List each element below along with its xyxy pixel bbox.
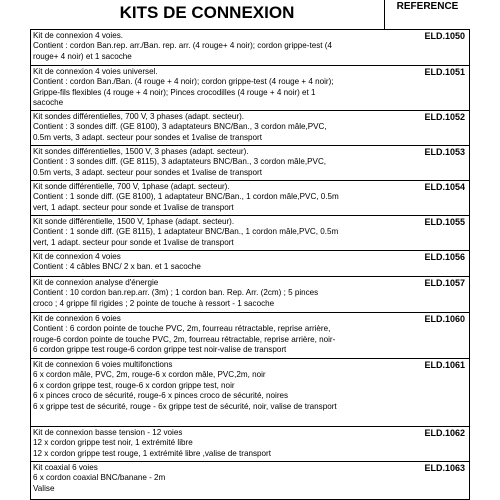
description-line: Kit de connexion 4 voies. [33, 31, 123, 40]
description-line: Kit de connexion analyse d'énergie [33, 278, 159, 287]
kit-description [33, 360, 385, 422]
description-line: Kit sondes différentielles, 700 V, 3 phases (adapt. secteur). [33, 112, 245, 121]
description-line: Contient : 1 sonde diff. (GE 8100), 1 adaptateur BNC/Ban., 1 cordon mâle,PVC, 0.5m [33, 192, 339, 202]
description-line: Kit de connexion 6 voies multifonctions [33, 360, 173, 369]
kit-description [33, 217, 385, 248]
description-line: Contient : 1 sonde diff. (GE 8115), 1 adaptateur BNC/Ban., 1 cordon mâle,PVC, 0.5m [33, 227, 339, 237]
description-line: 6 x cordon coaxial BNC/banane - 2m [33, 473, 166, 483]
description-line: Kit sondes différentielles, 1500 V, 3 phases (adapt. secteur). [33, 147, 249, 156]
description-line: 0.5m verts, 3 adapt. secteur pour sondes et 1valise de transport [33, 132, 263, 142]
reference-header: REFERENCE [396, 1, 459, 12]
kit-description [33, 112, 385, 143]
kit-reference: ELD.1055 [424, 217, 465, 227]
kit-description [33, 252, 385, 273]
kit-description [33, 182, 385, 213]
description-line: 6 x pinces croco de sécurité, rouge-6 x pinces croco de sécurité, noires [33, 391, 289, 401]
kit-reference: ELD.1060 [424, 314, 465, 324]
kit-description [33, 428, 385, 459]
description-line: 12 x cordon grippe test noir, 1 extrémité libre [33, 438, 193, 448]
description-line: Contient : 3 sondes diff. (GE 8115), 3 adaptateurs BNC/Ban., 3 cordon mâle,PVC, [33, 157, 327, 167]
table-row [30, 66, 470, 111]
description-line: Kit coaxial 6 voies [33, 463, 98, 472]
description-line: Kit de connexion basse tension - 12 voies [33, 428, 183, 437]
table-row [30, 427, 470, 462]
table-row [30, 359, 470, 427]
kit-reference: ELD.1053 [424, 147, 465, 157]
table-row [30, 313, 470, 359]
kit-reference: ELD.1051 [424, 67, 465, 77]
description-line: Kit de connexion 6 voies [33, 314, 121, 323]
kit-description [33, 314, 385, 356]
description-line: Grippe-fils flexibles (4 rouge + 4 noir); Pinces crocodilles (4 rouge + 4 noir) et 1 [33, 87, 316, 97]
description-line: Contient : 10 cordon ban.rep.arr. (3m) ; 1 cordon ban. Rep. Arr. (2cm) ; 5 pinces [33, 288, 319, 298]
description-line: 6 x cordon grippe test, rouge-6 x cordon grippe test, noir [33, 380, 235, 390]
sheet-title: KITS DE CONNEXION [30, 0, 385, 29]
kit-reference: ELD.1054 [424, 182, 465, 192]
description-line: 12 x cordon grippe test rouge, 1 extrémité libre ,valise de transport [33, 448, 271, 458]
table-row [30, 146, 470, 181]
description-line: 0.5m verts, 3 adapt. secteur pour sondes et 1valise de transport [33, 167, 263, 177]
description-line [33, 412, 385, 422]
kit-reference: ELD.1063 [424, 463, 465, 473]
table-row [30, 277, 470, 313]
table-row [30, 181, 470, 216]
description-line: Contient : cordon Ban./Ban. (4 rouge + 4 noir); cordon grippe-test (4 rouge + 4 noir); [33, 77, 334, 87]
description-line: Valise [33, 483, 55, 493]
description-line: rouge-6 cordon pointe de touche PVC, 2m, fourreau rétractable, reprise arrière, noir- [33, 334, 336, 344]
table-row [30, 29, 470, 66]
description-line: 6 cordon grippe test rouge-6 cordon grippe test noir-valise de transport [33, 345, 287, 355]
kit-reference: ELD.1061 [424, 360, 465, 370]
description-line: Kit sonde différentielle, 700 V, 1phase (adapt. secteur). [33, 182, 230, 191]
kit-description [33, 31, 385, 62]
kit-description [33, 67, 385, 109]
description-line: Kit de connexion 4 voies universel. [33, 67, 158, 76]
description-line: Contient : 3 sondes diff. (GE 8100), 3 adaptateurs BNC/Ban., 3 cordon mâle,PVC, [33, 122, 327, 132]
kit-description [33, 278, 385, 309]
table-row [30, 216, 470, 251]
description-line: croco ; 4 grippe fil rigides ; 2 pointe de touche à ressort - 1 sacoche [33, 298, 275, 308]
kit-description [33, 463, 385, 494]
description-line: Kit de connexion 4 voies [33, 252, 121, 261]
kit-reference: ELD.1057 [424, 278, 465, 288]
kit-reference: ELD.1050 [424, 31, 465, 41]
kit-reference: ELD.1056 [424, 252, 465, 262]
description-line: Kit sonde différentielle, 1500 V, 1phase (adapt. secteur). [33, 217, 235, 226]
description-line: 6 x grippe test de sécurité, rouge - 6x grippe test de sécurité, noir, valise de transport [33, 401, 337, 411]
table-row [30, 251, 470, 277]
description-line: vert, 1 adapt. secteur pour sonde et 1valise de transport [33, 202, 234, 212]
description-line: sacoche [33, 98, 64, 108]
kit-reference: ELD.1062 [424, 428, 465, 438]
table-row [30, 111, 470, 146]
description-line: Contient : 6 cordon pointe de touche PVC, 2m, fourreau rétractable, reprise arrière, [33, 324, 331, 334]
description-line: rouge+ 4 noir) et 1 sacoche [33, 51, 132, 61]
kit-description [33, 147, 385, 178]
description-line: vert, 1 adapt. secteur pour sonde et 1valise de transport [33, 237, 234, 247]
table-row [30, 462, 470, 500]
description-line: 6 x cordon mâle, PVC, 2m, rouge-6 x cordon mâle, PVC,2m, noir [33, 370, 266, 380]
description-line: Contient : 4 câbles BNC/ 2 x ban. et 1 sacoche [33, 262, 201, 272]
kit-reference: ELD.1052 [424, 112, 465, 122]
description-line: Contient : cordon Ban.rep. arr./Ban. rep. arr. (4 rouge+ 4 noir); cordon grippe-test (4 [33, 41, 332, 51]
